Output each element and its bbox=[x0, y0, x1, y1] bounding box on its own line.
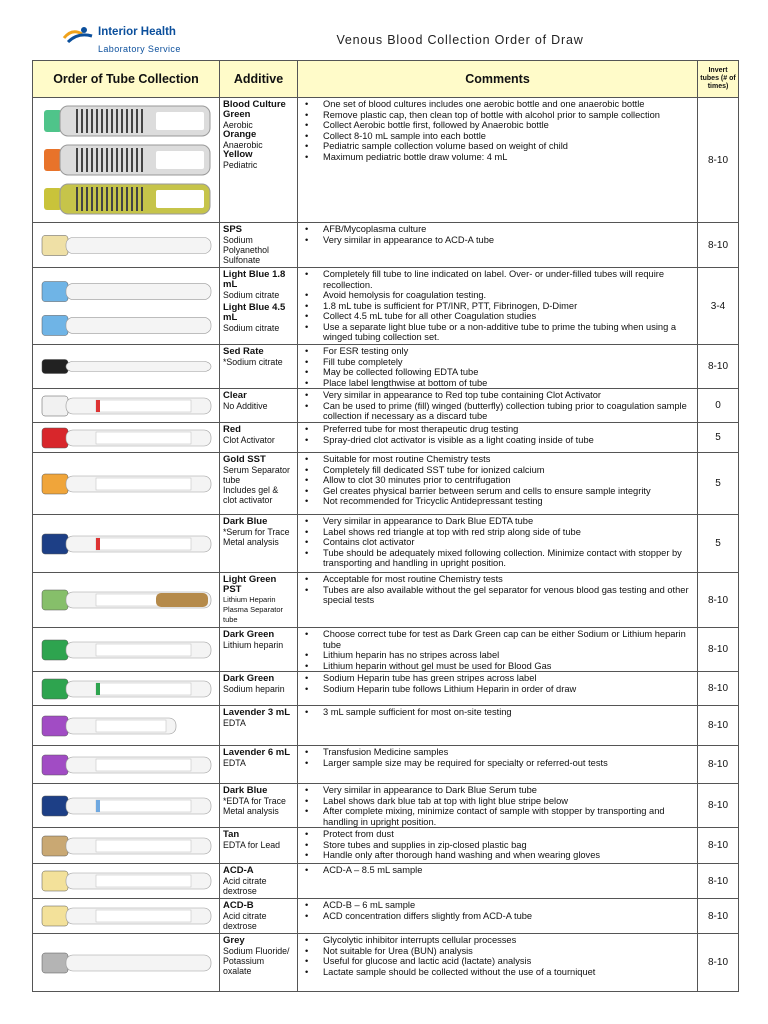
additive-description: Acid citrate dextrose bbox=[223, 876, 267, 896]
additive-description: EDTA bbox=[223, 758, 246, 768]
additive-cell bbox=[220, 223, 298, 268]
table-row bbox=[33, 864, 739, 899]
tube-image-cell bbox=[33, 899, 220, 934]
comments-list bbox=[301, 785, 694, 827]
invert-count-cell: 8-10 bbox=[698, 784, 739, 828]
tube-image-cell bbox=[33, 828, 220, 864]
additive-description: Aerobic bbox=[223, 120, 253, 130]
tube-image-cell bbox=[33, 98, 220, 223]
table-row bbox=[33, 934, 739, 992]
comment-item: • Contains clot activator bbox=[301, 537, 694, 548]
comment-item: • Tubes are also available without the gel separator for venous blood gas testing and other special tests bbox=[301, 585, 694, 606]
additive-description: Sodium Fluoride/ Potassium oxalate bbox=[223, 946, 290, 976]
additive-cell bbox=[220, 573, 298, 628]
comments-list bbox=[301, 574, 694, 606]
additive-name: Dark Blue bbox=[223, 516, 268, 527]
comments-list bbox=[301, 346, 694, 388]
additive-cell bbox=[220, 628, 298, 672]
comment-item: • Place label lengthwise at bottom of tube bbox=[301, 378, 694, 389]
tube-image-cell bbox=[33, 453, 220, 515]
collection-tube-icon bbox=[36, 347, 216, 386]
comment-item: • Protect from dust bbox=[301, 829, 694, 840]
comments-cell bbox=[298, 515, 698, 573]
additive-description: Sodium citrate bbox=[223, 290, 280, 300]
tube-image-cell bbox=[33, 672, 220, 706]
comment-item: • 3 mL sample sufficient for most on-site testing bbox=[301, 707, 694, 718]
table-row bbox=[33, 423, 739, 453]
table-row bbox=[33, 672, 739, 706]
collection-tube-icon bbox=[36, 391, 216, 421]
comment-item: • For ESR testing only bbox=[301, 346, 694, 357]
header-invert: Invert tubes (# of times) bbox=[698, 61, 739, 98]
comment-item: • ACD-A – 8.5 mL sample bbox=[301, 865, 694, 876]
additive-cell bbox=[220, 423, 298, 453]
comments-cell bbox=[298, 423, 698, 453]
comments-cell bbox=[298, 864, 698, 899]
comment-item: • Not suitable for Urea (BUN) analysis bbox=[301, 946, 694, 957]
comment-item: • Handle only after thorough hand washing and when wearing gloves bbox=[301, 850, 694, 861]
additive-description: *Sodium citrate bbox=[223, 357, 283, 367]
tube-image-cell bbox=[33, 784, 220, 828]
comment-item: • Completely fill dedicated SST tube for ionized calcium bbox=[301, 465, 694, 476]
comments-list bbox=[301, 454, 694, 507]
additive-cell bbox=[220, 746, 298, 784]
additive-name: Light Blue 1.8 mL bbox=[223, 269, 286, 290]
comment-item: • Sodium Heparin tube has green stripes across label bbox=[301, 673, 694, 684]
additive-name: SPS bbox=[223, 224, 243, 235]
comments-list bbox=[301, 935, 694, 977]
invert-count-cell: 0 bbox=[698, 389, 739, 423]
comment-item: • 1.8 mL tube is sufficient for PT/INR, PTT, Fibrinogen, D-Dimer bbox=[301, 301, 694, 312]
table-row bbox=[33, 899, 739, 934]
comment-item: • Can be used to prime (fill) winged (butterfly) collection tubing prior to coagulation sample collection if necessary as a discard tube bbox=[301, 401, 694, 422]
comment-item: • Allow to clot 30 minutes prior to centrifugation bbox=[301, 475, 694, 486]
collection-tube-icon bbox=[36, 936, 216, 990]
comment-item: • After complete mixing, minimize contact of sample with stopper by transporting and handling in upright position. bbox=[301, 806, 694, 827]
tube-image-cell bbox=[33, 746, 220, 784]
additive-cell bbox=[220, 934, 298, 992]
comments-cell bbox=[298, 268, 698, 345]
comments-cell bbox=[298, 98, 698, 223]
dept-name: Laboratory Service bbox=[98, 44, 181, 54]
invert-count-cell: 8-10 bbox=[698, 899, 739, 934]
comments-cell bbox=[298, 628, 698, 672]
additive-cell bbox=[220, 784, 298, 828]
comments-cell bbox=[298, 746, 698, 784]
comment-item: • Tube should be adequately mixed following collection. Minimize contact with stopper by transporting and handling in upright position. bbox=[301, 548, 694, 569]
additive-name: Blood Culture bbox=[223, 99, 286, 110]
additive-description: EDTA bbox=[223, 718, 246, 728]
tube-image-cell bbox=[33, 389, 220, 423]
invert-count-cell: 8-10 bbox=[698, 223, 739, 268]
comment-item: • Fill tube completely bbox=[301, 357, 694, 368]
additive-description: *Serum for Trace Metal analysis bbox=[223, 527, 290, 547]
comment-item: • ACD-B – 6 mL sample bbox=[301, 900, 694, 911]
header-comments: Comments bbox=[298, 61, 698, 98]
comment-item: • Very similar in appearance to ACD-A tube bbox=[301, 235, 694, 246]
comments-cell bbox=[298, 934, 698, 992]
table-row bbox=[33, 223, 739, 268]
invert-count-cell: 8-10 bbox=[698, 746, 739, 784]
additive-name: Light Green PST bbox=[223, 574, 277, 595]
additive-cell bbox=[220, 515, 298, 573]
additive-description: EDTA for Lead bbox=[223, 840, 281, 850]
comment-item: • Label shows red triangle at top with red strip along side of tube bbox=[301, 527, 694, 538]
collection-tube-icon bbox=[36, 425, 216, 451]
comments-list bbox=[301, 629, 694, 671]
invert-count-cell: 8-10 bbox=[698, 864, 739, 899]
comment-item: • Collect 8-10 mL sample into each bottle bbox=[301, 131, 694, 142]
comment-item: • Gel creates physical barrier between serum and cells to ensure sample integrity bbox=[301, 486, 694, 497]
additive-name: ACD-A bbox=[223, 865, 254, 876]
collection-tube-icon bbox=[36, 748, 216, 782]
comment-item: • Very similar in appearance to Dark Blue Serum tube bbox=[301, 785, 694, 796]
tube-image-cell bbox=[33, 573, 220, 628]
tube-image-cell bbox=[33, 423, 220, 453]
comment-item: • Suitable for most routine Chemistry tests bbox=[301, 454, 694, 465]
additive-name: Tan bbox=[223, 829, 240, 840]
table-row bbox=[33, 706, 739, 746]
additive-description: No Additive bbox=[223, 401, 268, 411]
additive-name: Red bbox=[223, 424, 241, 435]
table-header-row bbox=[33, 61, 739, 98]
comments-list bbox=[301, 673, 694, 694]
table-row bbox=[33, 389, 739, 423]
invert-count-cell: 8-10 bbox=[698, 706, 739, 746]
invert-count-cell: 8-10 bbox=[698, 98, 739, 223]
table-row bbox=[33, 345, 739, 389]
additive-description: Anaerobic bbox=[223, 140, 263, 150]
additive-cell bbox=[220, 453, 298, 515]
comment-item: • Remove plastic cap, then clean top of bottle with alcohol prior to sample collection bbox=[301, 110, 694, 121]
additive-name: ACD-B bbox=[223, 900, 254, 911]
document-title: Venous Blood Collection Order of Draw bbox=[336, 33, 584, 47]
additive-cell bbox=[220, 345, 298, 389]
order-of-draw-table bbox=[32, 60, 739, 992]
header-additive: Additive bbox=[220, 61, 298, 98]
tube-image-cell bbox=[33, 515, 220, 573]
additive-name: Light Blue 4.5 mL bbox=[223, 302, 286, 323]
comment-item: • May be collected following EDTA tube bbox=[301, 367, 694, 378]
additive-name: Gold SST bbox=[223, 454, 266, 465]
additive-description: Sodium citrate bbox=[223, 323, 280, 333]
collection-tube-icon bbox=[36, 229, 216, 262]
additive-name: Clear bbox=[223, 390, 247, 401]
additive-name: Lavender 6 mL bbox=[223, 747, 291, 758]
comment-item: • AFB/Mycoplasma culture bbox=[301, 224, 694, 235]
table-row bbox=[33, 746, 739, 784]
comments-cell bbox=[298, 453, 698, 515]
comments-cell bbox=[298, 706, 698, 746]
additive-name: Lavender 3 mL bbox=[223, 707, 291, 718]
collection-tube-icon bbox=[36, 830, 216, 862]
invert-count-cell: 8-10 bbox=[698, 828, 739, 864]
comments-cell bbox=[298, 223, 698, 268]
table-row bbox=[33, 268, 739, 345]
additive-description: Lithium heparin bbox=[223, 640, 284, 650]
comments-list bbox=[301, 224, 694, 245]
comment-item: • Very similar in appearance to Red top tube containing Clot Activator bbox=[301, 390, 694, 401]
additive-name: Grey bbox=[223, 935, 245, 946]
additive-cell bbox=[220, 864, 298, 899]
org-name: Interior Health bbox=[98, 26, 176, 38]
comments-list bbox=[301, 424, 694, 445]
tube-image-cell bbox=[33, 345, 220, 389]
additive-name: Dark Green bbox=[223, 673, 275, 684]
table-row bbox=[33, 453, 739, 515]
comment-item: • Pediatric sample collection volume based on weight of child bbox=[301, 141, 694, 152]
additive-cell bbox=[220, 268, 298, 345]
comment-item: • One set of blood cultures includes one aerobic bottle and one anaerobic bottle bbox=[301, 99, 694, 110]
tube-image-cell bbox=[33, 706, 220, 746]
comment-item: • Collect 4.5 mL tube for all other Coagulation studies bbox=[301, 311, 694, 322]
collection-tube-icon bbox=[36, 630, 216, 670]
comments-list bbox=[301, 829, 694, 861]
tube-image-cell bbox=[33, 934, 220, 992]
comment-item: • Transfusion Medicine samples bbox=[301, 747, 694, 758]
collection-tube-icon bbox=[36, 576, 216, 624]
table-row bbox=[33, 784, 739, 828]
comment-item: • Very similar in appearance to Dark Blue EDTA tube bbox=[301, 516, 694, 527]
collection-tube-icon bbox=[36, 787, 216, 825]
header-order: Order of Tube Collection bbox=[33, 61, 220, 98]
invert-count-cell: 8-10 bbox=[698, 628, 739, 672]
comments-list bbox=[301, 900, 694, 921]
collection-tube-icon bbox=[36, 517, 216, 571]
comment-item: • Glycolytic inhibitor interrupts cellular processes bbox=[301, 935, 694, 946]
invert-count-cell: 8-10 bbox=[698, 934, 739, 992]
comments-list bbox=[301, 516, 694, 569]
comment-item: • Larger sample size may be required for specialty or referred-out tests bbox=[301, 758, 694, 769]
comment-item: • Spray-dried clot activator is visible as a light coating inside of tube bbox=[301, 435, 694, 446]
collection-tube-icon bbox=[36, 674, 216, 704]
invert-count-cell: 5 bbox=[698, 453, 739, 515]
additive-description: Sodium heparin bbox=[223, 684, 285, 694]
comments-list bbox=[301, 99, 694, 162]
comment-item: • Preferred tube for most therapeutic drug testing bbox=[301, 424, 694, 435]
collection-tube-icon bbox=[36, 455, 216, 513]
invert-count-cell: 8-10 bbox=[698, 345, 739, 389]
table-body bbox=[33, 98, 739, 992]
comment-item: • Lactate sample should be collected without the use of a tourniquet bbox=[301, 967, 694, 978]
comment-item: • Label shows dark blue tab at top with light blue stripe below bbox=[301, 796, 694, 807]
comments-list bbox=[301, 747, 694, 768]
comment-item: • Completely fill tube to line indicated on label. Over- or under-filled tubes will require recollection. bbox=[301, 269, 694, 290]
additive-description: Clot Activator bbox=[223, 435, 275, 445]
comment-item: • Maximum pediatric bottle draw volume: 4 mL bbox=[301, 152, 694, 163]
tube-image-cell bbox=[33, 864, 220, 899]
collection-tube-icon bbox=[36, 901, 216, 931]
comment-item: • Use a separate light blue tube or a non-additive tube to prime the tubing when using a winged tubing collection set. bbox=[301, 322, 694, 343]
additive-description: Serum Separator tube bbox=[223, 465, 290, 485]
additive-name: Sed Rate bbox=[223, 346, 264, 357]
invert-count-cell: 5 bbox=[698, 515, 739, 573]
collection-tube-icon bbox=[36, 270, 216, 343]
invert-count-cell: 3-4 bbox=[698, 268, 739, 345]
comment-item: • ACD concentration differs slightly from ACD-A tube bbox=[301, 911, 694, 922]
table-row bbox=[33, 98, 739, 223]
blood-culture-bottles-icon bbox=[36, 100, 216, 221]
additive-name: Yellow bbox=[223, 149, 253, 160]
invert-count-cell: 8-10 bbox=[698, 573, 739, 628]
comments-cell bbox=[298, 672, 698, 706]
comment-item: • Not recommended for Tricyclic Antidepressant testing bbox=[301, 496, 694, 507]
table-row bbox=[33, 628, 739, 672]
additive-name: Orange bbox=[223, 129, 257, 140]
invert-count-cell: 5 bbox=[698, 423, 739, 453]
comments-list bbox=[301, 390, 694, 422]
tube-image-cell bbox=[33, 268, 220, 345]
comments-cell bbox=[298, 345, 698, 389]
comment-item: • Choose correct tube for test as Dark Green cap can be either Sodium or Lithium heparin tube bbox=[301, 629, 694, 650]
additive-cell bbox=[220, 828, 298, 864]
comments-cell bbox=[298, 828, 698, 864]
additive-description: *EDTA for Trace Metal analysis bbox=[223, 796, 286, 816]
additive-name: Dark Green bbox=[223, 629, 275, 640]
comment-item: • Collect Aerobic bottle first, followed by Anaerobic bottle bbox=[301, 120, 694, 131]
collection-tube-icon bbox=[36, 866, 216, 896]
additive-description: Acid citrate dextrose bbox=[223, 911, 267, 931]
additive-cell bbox=[220, 672, 298, 706]
additive-description: Lithium Heparin Plasma Separator tube bbox=[223, 595, 284, 624]
comments-cell bbox=[298, 389, 698, 423]
additive-cell bbox=[220, 899, 298, 934]
additive-cell bbox=[220, 706, 298, 746]
additive-description: Sodium Polyanethol Sulfonate bbox=[223, 235, 269, 265]
additive-description: Pediatric bbox=[223, 160, 258, 170]
table-row bbox=[33, 828, 739, 864]
comment-item: • Store tubes and supplies in zip-closed plastic bag bbox=[301, 840, 694, 851]
comments-cell bbox=[298, 573, 698, 628]
comment-item: • Lithium heparin without gel must be used for Blood Gas bbox=[301, 661, 694, 672]
comments-list bbox=[301, 865, 694, 876]
comment-item: • Lithium heparin has no stripes across label bbox=[301, 650, 694, 661]
comments-list bbox=[301, 269, 694, 343]
table-row bbox=[33, 515, 739, 573]
comment-item: • Acceptable for most routine Chemistry tests bbox=[301, 574, 694, 585]
comment-item: • Sodium Heparin tube follows Lithium Heparin in order of draw bbox=[301, 684, 694, 695]
table-row bbox=[33, 573, 739, 628]
additive-cell bbox=[220, 389, 298, 423]
additive-cell bbox=[220, 98, 298, 223]
comment-item: • Avoid hemolysis for coagulation testing. bbox=[301, 290, 694, 301]
comments-list bbox=[301, 707, 694, 718]
comment-item: • Useful for glucose and lactic acid (lactate) analysis bbox=[301, 956, 694, 967]
comments-cell bbox=[298, 899, 698, 934]
tube-image-cell bbox=[33, 223, 220, 268]
invert-count-cell: 8-10 bbox=[698, 672, 739, 706]
comments-cell bbox=[298, 784, 698, 828]
additive-name: Green bbox=[223, 109, 251, 120]
tube-image-cell bbox=[33, 628, 220, 672]
additive-description: Includes gel & clot activator bbox=[223, 485, 279, 505]
collection-tube-icon bbox=[36, 708, 216, 744]
additive-name: Dark Blue bbox=[223, 785, 268, 796]
